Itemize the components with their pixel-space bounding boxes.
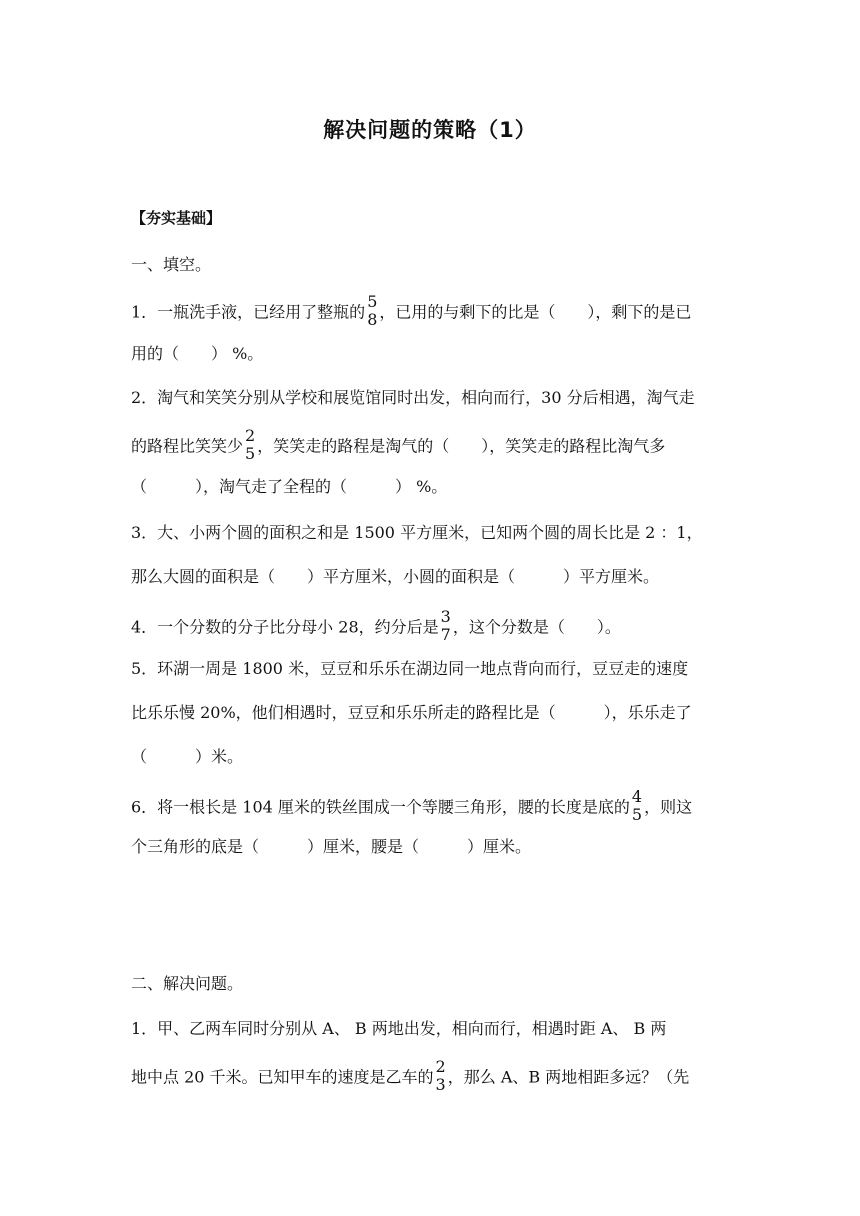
question-6-line-1 xyxy=(131,787,741,826)
part2-question-1-text-b: 地中点 20 千米。已知甲车的速度是乙车的 xyxy=(131,1067,434,1087)
question-5-line-1: 5．环湖一周是 1800 米，豆豆和乐乐在湖边同一地点背向而行，豆豆走的速度 xyxy=(131,659,689,678)
question-5-line-3: （ ）米。 xyxy=(131,747,244,766)
part2-question-1-line-1: 1．甲、乙两车同时分别从 A、 B 两地出发，相向而行，相遇时距 A、 B 两 xyxy=(131,1019,667,1038)
question-2-line-3: （ ），淘气走了全程的（ ） %。 xyxy=(131,477,448,496)
fraction-numerator: 4 xyxy=(631,787,643,806)
question-1-line-2: 用的（ ） %。 xyxy=(131,344,264,363)
question-4-text-b: ，这个分数是（ ）。 xyxy=(452,617,621,637)
question-6-text-b: ，则这 xyxy=(644,797,693,817)
fraction-4-5 xyxy=(631,788,643,824)
question-1-text-b: ，已用的与剩下的比是（ ），剩下的是已 xyxy=(379,302,692,322)
fraction-denominator: 7 xyxy=(440,625,451,644)
fraction-denominator: 5 xyxy=(245,444,256,463)
fraction-denominator: 3 xyxy=(435,1075,446,1094)
question-2-text-c: ，笑笑走的路程是淘气的（ ），笑笑走的路程比淘气多 xyxy=(257,436,666,456)
part2-question-1-text-c: ，那么 A、B 两地相距多远？（先 xyxy=(447,1067,690,1087)
fraction-numerator: 5 xyxy=(367,292,378,311)
question-2-line-1: 2．淘气和笑笑分别从学校和展览馆同时出发，相向而行，30 分后相遇，淘气走 xyxy=(131,388,695,407)
fraction-numerator: 2 xyxy=(245,426,256,445)
part2-question-1-line-2 xyxy=(131,1057,741,1096)
question-1-line-1 xyxy=(131,292,741,331)
question-4-line-1 xyxy=(131,607,741,646)
fraction-numerator: 3 xyxy=(440,607,451,626)
question-1-text-a: 1．一瓶洗手液，已经用了整瓶的 xyxy=(131,302,366,322)
page-title: 解决问题的策略（1） xyxy=(323,118,537,142)
question-2-line-2 xyxy=(131,426,741,465)
question-6-line-2: 个三角形的底是（ ）厘米，腰是（ ）厘米。 xyxy=(131,837,532,856)
section-heading-basic: 【夯实基础】 xyxy=(131,209,222,227)
question-5-line-2: 比乐乐慢 20%，他们相遇时，豆豆和乐乐所走的路程比是（ ），乐乐走了 xyxy=(131,703,692,722)
fraction-denominator: 5 xyxy=(631,805,643,824)
fraction-5-8 xyxy=(366,293,378,329)
fraction-2-3 xyxy=(435,1058,447,1094)
question-3-line-2: 那么大圆的面积是（ ）平方厘米，小圆的面积是（ ）平方厘米。 xyxy=(131,567,660,586)
question-6-text-a: 6．将一根长是 104 厘米的铁丝围成一个等腰三角形，腰的长度是底的 xyxy=(131,797,630,817)
fraction-2-5 xyxy=(244,427,256,463)
part2-heading: 二、解决问题。 xyxy=(131,974,244,993)
part1-heading: 一、填空。 xyxy=(131,255,212,274)
fraction-3-7 xyxy=(440,608,452,644)
question-3-line-1: 3．大、小两个圆的面积之和是 1500 平方厘米，已知两个圆的周长比是 2 ：1， xyxy=(131,523,703,542)
question-2-text-b: 的路程比笑笑少 xyxy=(131,436,244,456)
fraction-numerator: 2 xyxy=(435,1057,446,1076)
question-4-text-a: 4．一个分数的分子比分母小 28，约分后是 xyxy=(131,617,439,637)
fraction-denominator: 8 xyxy=(367,310,378,329)
